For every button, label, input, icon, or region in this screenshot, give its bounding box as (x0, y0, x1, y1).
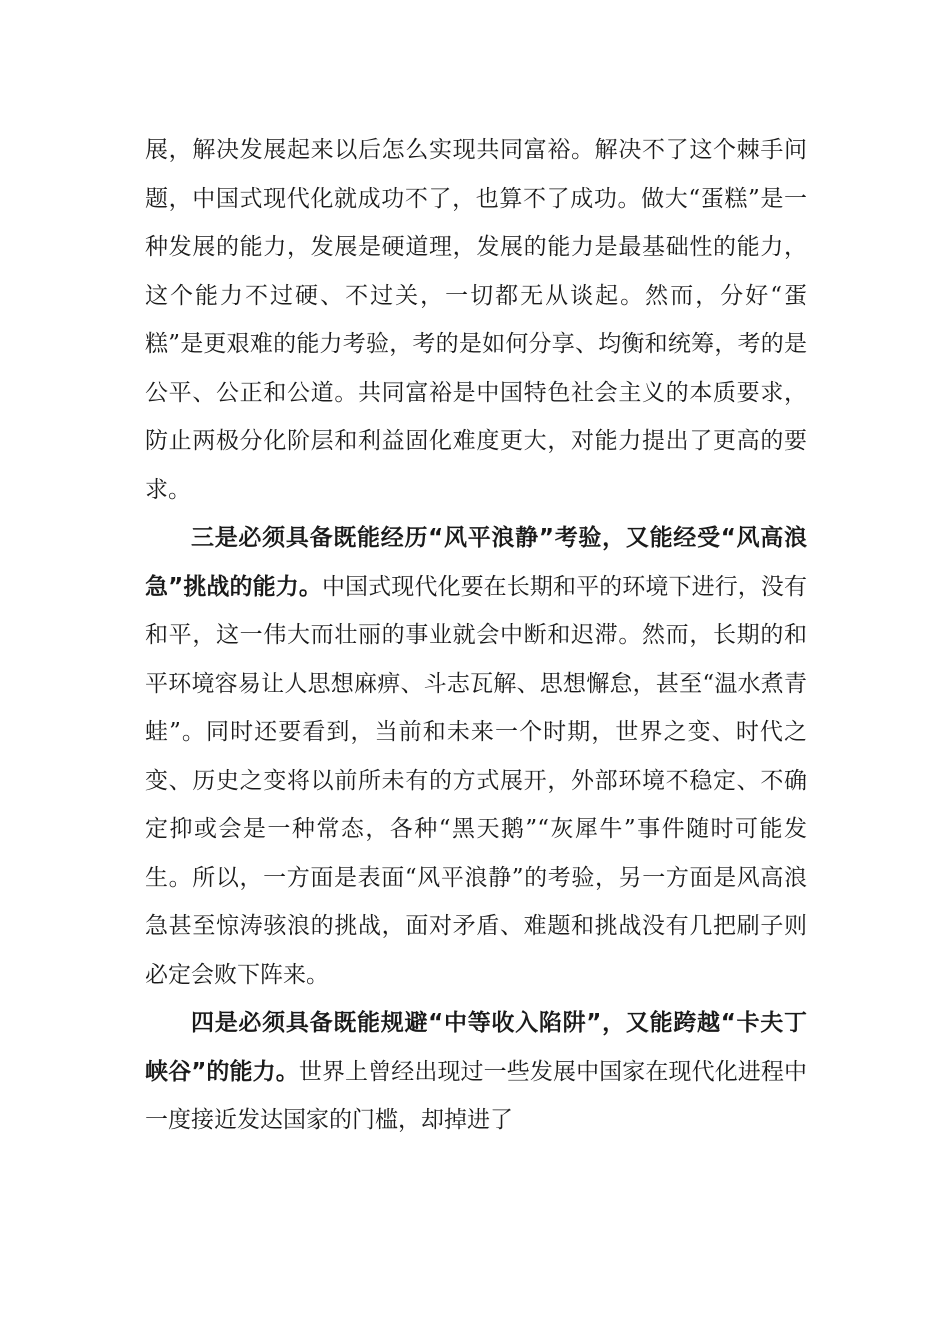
paragraph-2-lead: 三是必须具备既能经历“风平浪静”考验，又能经受“风高浪急”挑战的能力。 (145, 525, 807, 600)
paragraph-2 (145, 514, 807, 999)
paragraph-3-lead: 四是必须具备既能规避“中等收入陷阱”，又能跨越“卡夫丁峡谷”的能力。 (145, 1010, 807, 1085)
paragraph-3-body: 世界上曾经出现过一些发展中国家在现代化进程中一度接近发达国家的门槛，却掉进了 (145, 1058, 807, 1133)
paragraph-1 (145, 126, 807, 514)
document-page (145, 126, 807, 1145)
paragraph-3 (145, 999, 807, 1145)
paragraph-2-body: 中国式现代化要在长期和平的环境下进行，没有和平，这一伟大而壮丽的事业就会中断和迟滞。然而，长期的和平环境容易让人思想麻痹、斗志瓦解、思想懈怠，甚至“温水煮青蛙”。同时还要看到，当前和未来一个时期，世界之变、时代之变、历史之变将以前所未有的方式展开，外部环境不稳定、不确定抑或会是一种常态，各种“黑天鹅”“灰犀牛”事件随时可能发生。所以，一方面是表面“风平浪静”的考验，另一方面是风高浪急甚至惊涛骇浪的挑战，面对矛盾、难题和挑战没有几把刷子则必定会败下阵来。 (145, 573, 808, 988)
paragraph-1-body: 展，解决发展起来以后怎么实现共同富裕。解决不了这个棘手问题，中国式现代化就成功不了，也算不了成功。做大“蛋糕”是一种发展的能力，发展是硬道理，发展的能力是最基础性的能力，这个能力不过硬、不过关，一切都无从谈起。然而，分好“蛋糕”是更艰难的能力考验，考的是如何分享、均衡和统筹，考的是公平、公正和公道。共同富裕是中国特色社会主义的本质要求，防止两极分化阶层和利益固化难度更大，对能力提出了更高的要求。 (145, 137, 807, 503)
